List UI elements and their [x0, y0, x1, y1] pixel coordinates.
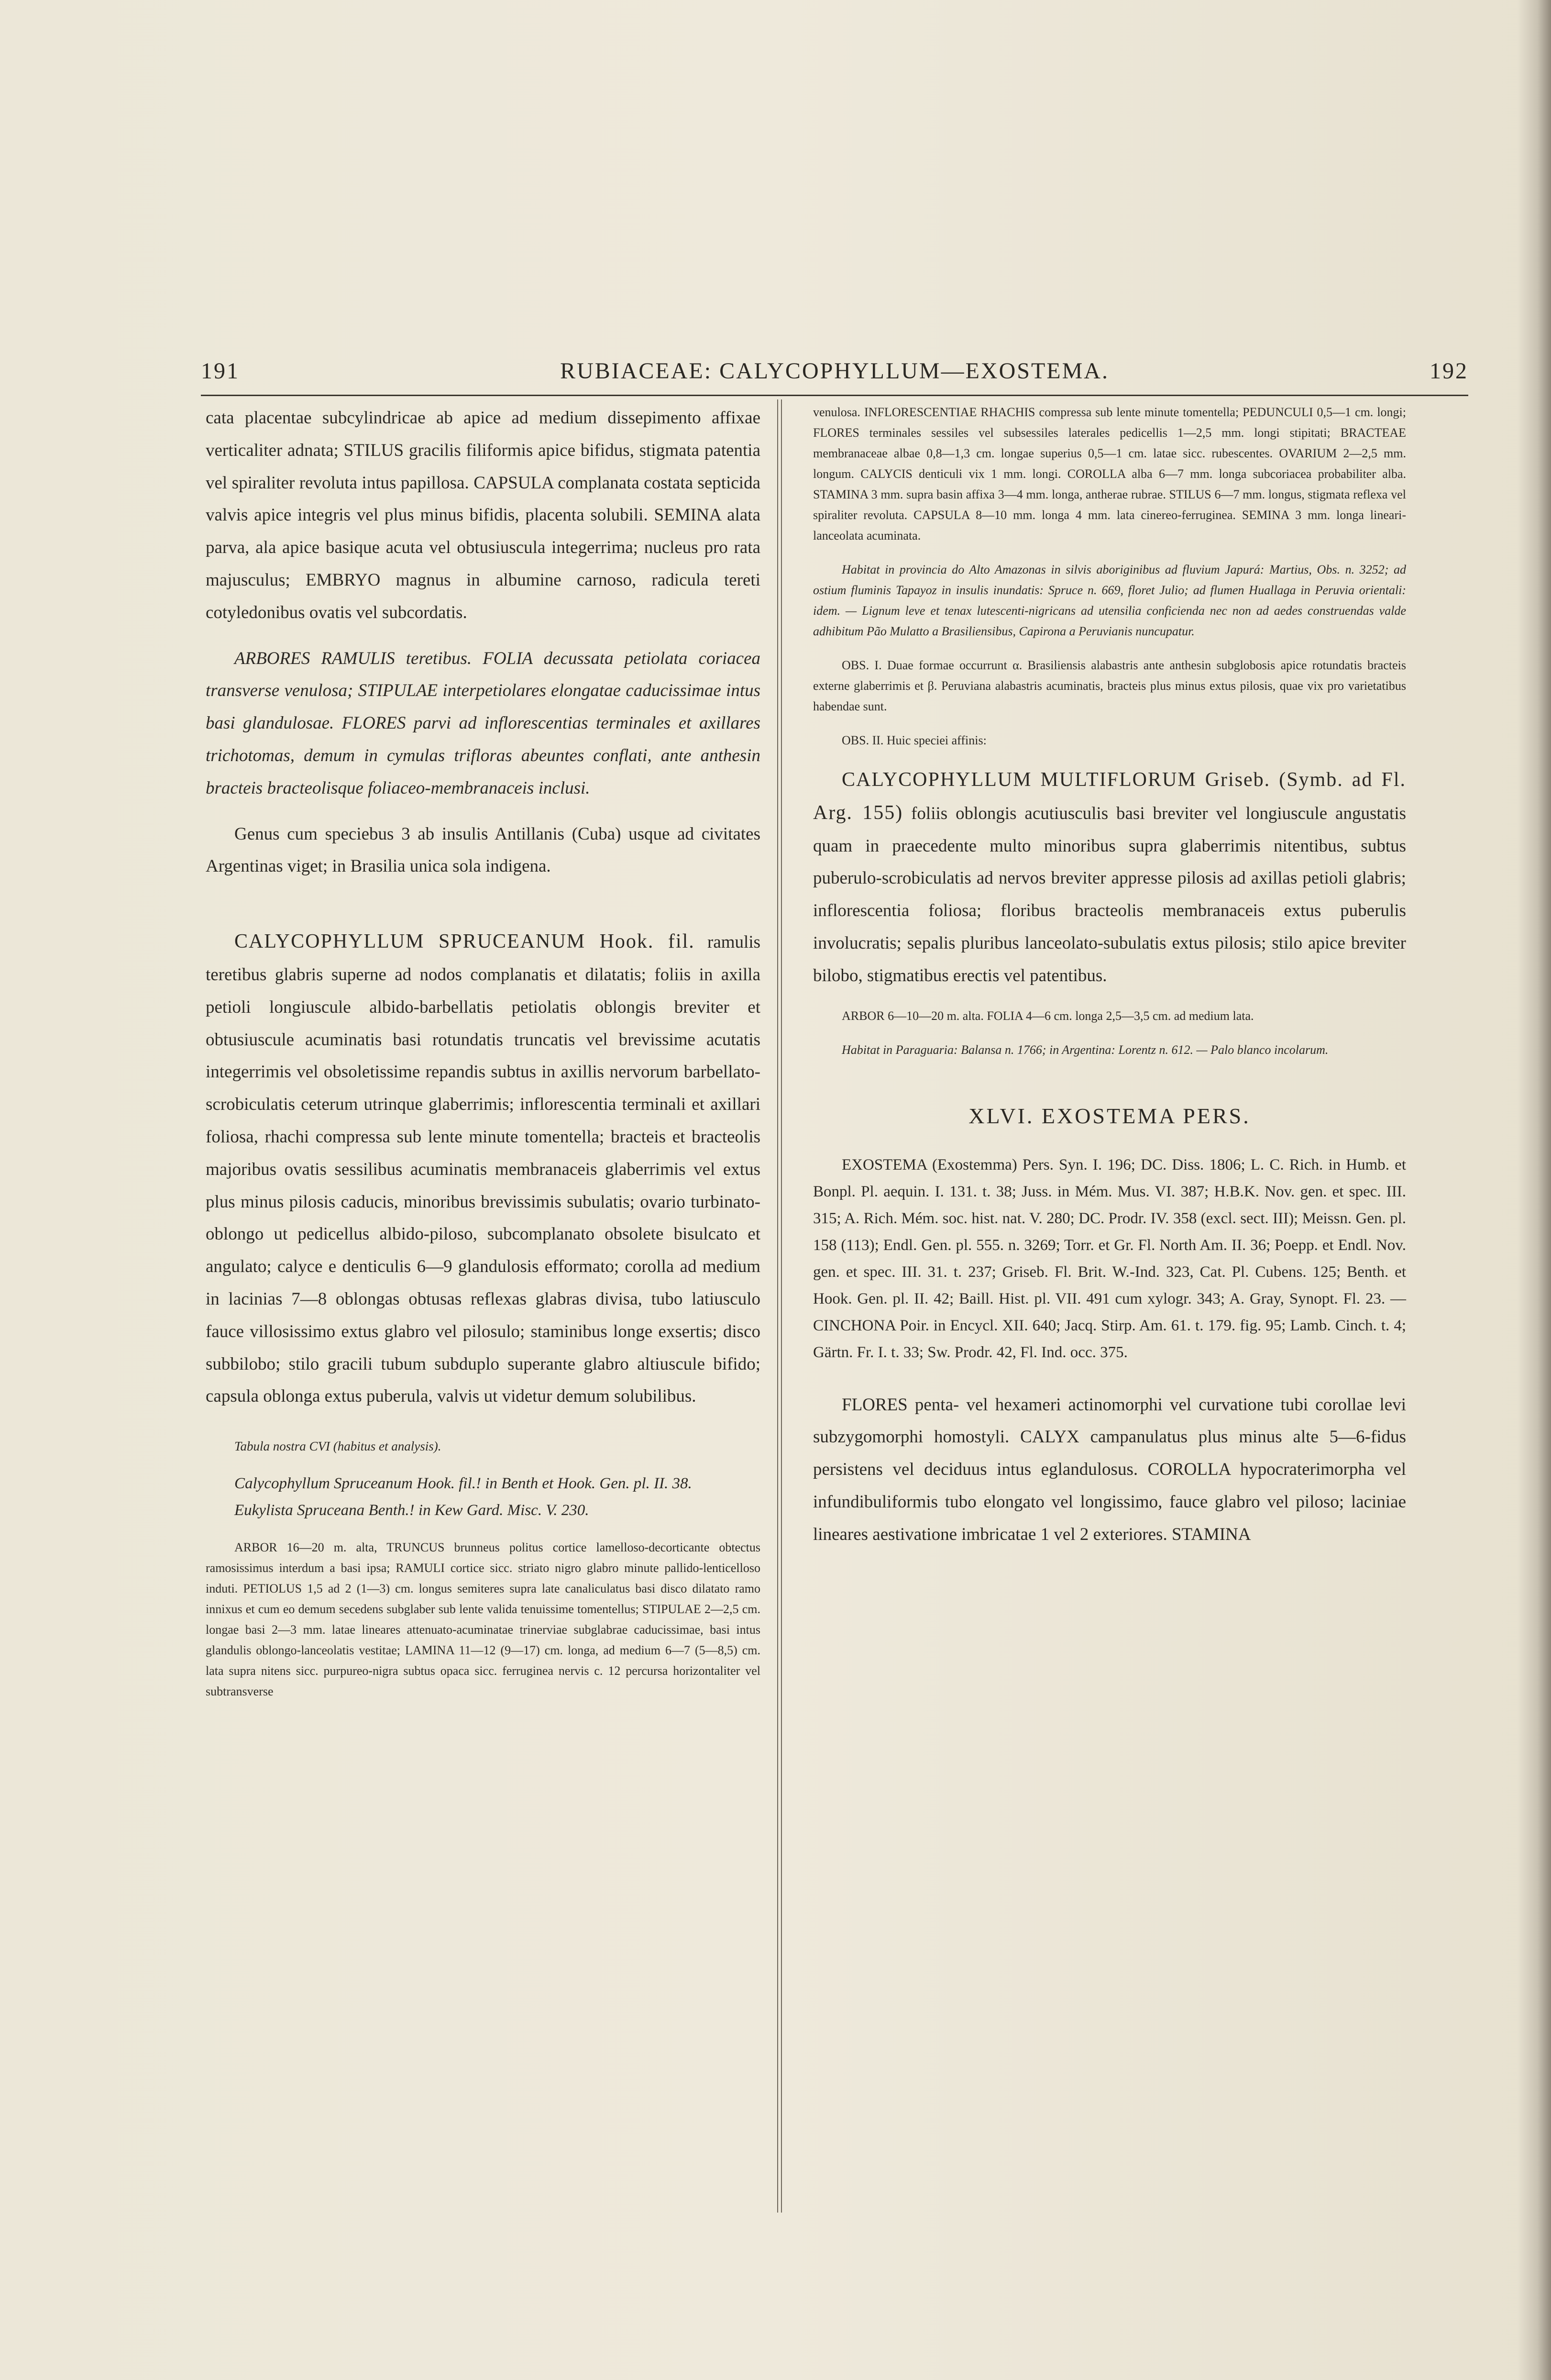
distribution-paragraph: Genus cum speciebus 3 ab insulis Antillanis (Cuba) usque ad civitates Argentinas viget; in Brasilia unica sola indigena. [206, 824, 760, 876]
related-species [813, 764, 1406, 992]
related-species-heading: CALYCOPHYLLUM MULTIFLORUM Griseb. (Symb. ad Fl. Arg. 155) [813, 769, 1406, 824]
page-edge-shadow [1518, 0, 1551, 2380]
right-column [813, 402, 1406, 1551]
column-divider-inner [781, 399, 782, 2213]
column-divider [777, 399, 778, 2213]
header-rule [201, 395, 1468, 396]
habit-paragraph: ARBORES RAMULIS teretibus. FOLIA decussata petiolata coriacea transverse venulosa; STIPULAE interpetiolares elongatae caducissimae intus basi glandulosae. FLORES parvi ad inflorescentias terminales et axillares trichotomas, demum in cymulas trifloras abeuntes conflati, ante anthesin bracteis bracteolisque foliaceo-membranaceis inclusi. [206, 648, 760, 798]
species-diagnosis: ramulis teretibus glabris superne ad nodos complanatis et dilatatis; foliis in axilla petioli longiuscule albido-barbellatis petiolatis oblongis breviter et obtusiuscule acuminatis basi rotundatis truncatis vel brevissime acutatis integerrimis vel obsoletissime repandis subtus in axillis nervorum barbellato-scrobiculatis ceterum utrinque glaberrimis; inflorescentia terminali et axillari foliosa, rhachi compressa sub lente minute tomentella; bracteis et bracteolis majoribus ovatis sessilibus acuminatis membranaceis glaberrimis vel extus plus minus pilosis caducis, minoribus brevissimis subulatis; ovario turbinato-oblongo ut pedicellus albido-piloso, subcomplanato obsolete bisulcato et angulato; calyce e denticulis 6—9 glandulosis efformato; corolla ad medium in lacinias 7—8 oblongas obtusas reflexas glabras divisa, tubo latiusculo fauce villosissimo extus glabro vel pilosulo; staminibus longe exsertis; disco subbilobo; stilo gracili tubum subduplo superante glabro altiuscule bifido; capsula oblonga extus puberula, valvis ut videtur demum solubilibus. [206, 932, 760, 1406]
page-number-left: 191 [201, 358, 240, 384]
page-number-right: 192 [1430, 358, 1468, 384]
running-head [201, 358, 1468, 391]
running-title: RUBIACEAE: CALYCOPHYLLUM—EXOSTEMA. [560, 358, 1109, 384]
genus-section-title: XLVI. EXOSTEMA PERS. [968, 1103, 1251, 1128]
genus-description-continued: cata placentae subcylindricae ab apice ad medium dissepimento affixae verticaliter adnata; STILUS gracilis filiformis apice bifidus, stigmata patentia vel spiraliter revoluta intus papillosa. CAPSULA complanata costata septicida valvis apice integris vel plus minus bifidis, placenta solubili. SEMINA alata parva, ala apice basique acuta vel obtusiuscula integerrima; nucleus pro rata majusculus; EMBRYO magnus in albumine carnoso, radicula tereti cotyledonibus ovatis vel subcordatis. [206, 408, 760, 622]
related-species-habitat: Habitat in Paraguaria: Balansa n. 1766; in Argentina: Lorentz n. 612. — Palo blanco incolarum. [842, 1042, 1329, 1057]
species-heading: CALYCOPHYLLUM SPRUCEANUM Hook. fil. [234, 930, 695, 953]
species-description [206, 926, 760, 1413]
observation-two: OBS. II. Huic speciei affinis: [842, 733, 987, 747]
synonym-citation: Eukylista Spruceana Benth.! in Kew Gard. Misc. V. 230. [234, 1502, 589, 1519]
related-species-measurements: ARBOR 6—10—20 m. alta. FOLIA 4—6 cm. longa 2,5—3,5 cm. ad medium lata. [842, 1008, 1254, 1023]
observation-one: OBS. I. Duae formae occurrunt α. Brasiliensis alabastris ante anthesin subglobosis apice rotundatis bracteis externe glaberrimis et β. Peruviana alabastris acuminatis, bracteis plus minus extus pilosis, quae vix pro varietatibus habendae sunt. [813, 658, 1406, 713]
detailed-description: ARBOR 16—20 m. alta, TRUNCUS brunneus politus cortice lamelloso-decorticante obtectus ramosissimus interdum a basi ipsa; RAMULI cortice sicc. striato nigro glabro minute pallido-lenticelloso induti. PETIOLUS 1,5 ad 2 (1—3) cm. longus semiteres supra late canaliculatus basi disco dilatato ramo innixus et cum eo demum secedens subglaber sub lente valida tenuissime tomentellus; STIPULAE 2—2,5 cm. longae basi 2—3 mm. latae lineares attenuato-acuminatae trinerviae subglabrae caducissimae, basi intus glandulis oblongo-lanceolatis vestitae; LAMINA 11—12 (9—17) cm. longa, ad medium 6—7 (5—8,5) cm. lata supra nitens sicc. purpureo-nigra subtus opaca sicc. ferruginea nervis c. 12 percursa horizontaliter vel subtransverse [206, 1540, 760, 1699]
left-column [206, 402, 760, 1702]
habitat-paragraph: Habitat in provincia do Alto Amazonas in silvis aboriginibus ad fluvium Japurá: Martius, Obs. n. 3252; ad ostium fluminis Tapayoz in insulis inundatis: Spruce n. 669, floret Julio; ad flumen Huallaga in Peruvia orientali: idem. — Lignum leve et tenax lutescenti-nigricans ad utensilia conficienda nec non ad aedes construendas valde adhibitum Pão Mulatto a Brasiliensibus, Capirona a Peruvianis nuncupatur. [813, 563, 1406, 638]
plate-reference: Tabula nostra CVI (habitus et analysis). [234, 1439, 441, 1454]
genus-description: FLORES penta- vel hexameri actinomorphi vel curvatione tubi corollae levi subzygomorphi homostyli. CALYX campanulatus plus minus alte 5—6-fidus persistens vel deciduus intus eglandulosus. COROLLA hypocraterimorpha vel infundibuliformis tubo elongato vel longissimo, fauce glabro vel piloso; laciniae lineares aestivatione imbricatae 1 vel 2 exteriores. STAMINA [813, 1395, 1406, 1544]
related-species-diagnosis: foliis oblongis acutiusculis basi breviter vel longiuscule angustatis quam in praecedente multo minoribus supra glaberrimis nitentibus, subtus puberulo-scrobiculatis ad nervos breviter appresse pilosis ad axillas petioli glabris; inflorescentia foliosa; floribus bracteolis membranaceis extus puberulis involucratis; sepalis pluribus lanceolato-subulatis extus pilosis; stilo apice breviter bilobo, stigmatibus erectis vel patentibus. [813, 803, 1407, 985]
description-continued: venulosa. INFLORESCENTIAE RHACHIS compressa sub lente minute tomentella; PEDUNCULI 0,5—1 cm. longi; FLORES terminales sessiles vel subsessiles laterales pedicellis 1—2,5 mm. longi stipitati; BRACTEAE membranaceae albae 0,8—1,3 cm. longae superius 0,5—1 cm. latae sicc. rubescentes. OVARIUM 2—2,5 mm. longum. CALYCIS denticuli vix 1 mm. longi. COROLLA alba 6—7 mm. longa subcoriacea probabiliter alba. STAMINA 3 mm. supra basin affixa 3—4 mm. longa, antherae rubrae. STILUS 6—7 mm. longus, stigmata reflexa vel spiraliter revoluta. CAPSULA 8—10 mm. longa 4 mm. lata cinereo-ferruginea. SEMINA 3 mm. longa lineari-lanceolata acuminata. [813, 405, 1406, 542]
synonym-citation: Calycophyllum Spruceanum Hook. fil.! in Benth et Hook. Gen. pl. II. 38. [234, 1475, 692, 1493]
genus-synonymy: EXOSTEMA (Exostemma) Pers. Syn. I. 196; DC. Diss. 1806; L. C. Rich. in Humb. et Bonpl. Pl. aequin. I. 131. t. 38; Juss. in Mém. Mus. VI. 387; H.B.K. Nov. gen. et spec. III. 315; A. Rich. Mém. soc. hist. nat. V. 280; DC. Prodr. IV. 358 (excl. sect. III); Meissn. Gen. pl. 158 (113); Endl. Gen. pl. 555. n. 3269; Torr. et Gr. Fl. North Am. II. 36; Poepp. et Endl. Nov. gen. et spec. III. 31. t. 237; Griseb. Fl. Brit. W.-Ind. 323, Cat. Pl. Cubens. 125; Benth. et Hook. Gen. pl. II. 42; Baill. Hist. pl. VII. 491 cum xylogr. 343; A. Gray, Synopt. Fl. 23. — CINCHONA Poir. in Encycl. XII. 640; Jacq. Stirp. Am. 61. t. 179. fig. 95; Lamb. Cinch. t. 4; Gärtn. Fr. I. t. 33; Sw. Prodr. 42, Fl. Ind. occ. 375. [813, 1156, 1406, 1361]
